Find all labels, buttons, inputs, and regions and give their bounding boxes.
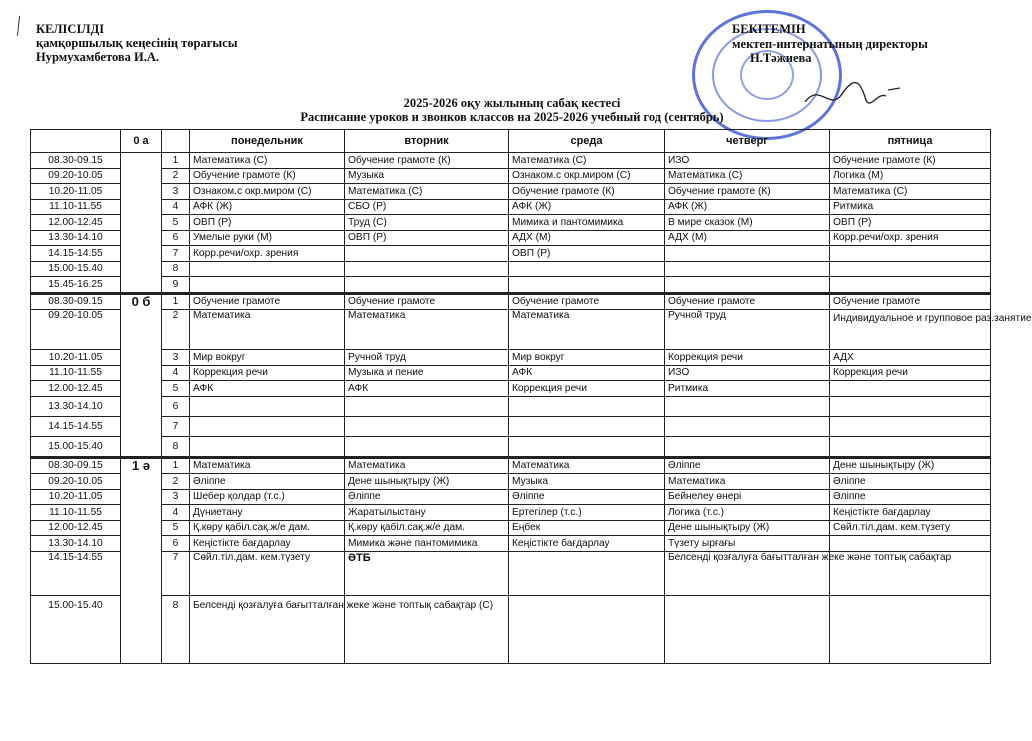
lesson-time: 14.15-14.55 <box>31 551 121 595</box>
lesson-cell <box>830 416 991 436</box>
lesson-cell: Дене шынықтыру (Ж) <box>345 474 509 490</box>
lesson-number: 8 <box>162 595 190 663</box>
lesson-time: 08.30-09.15 <box>31 293 121 310</box>
lesson-cell: Әліппе <box>830 489 991 505</box>
table-row <box>31 365 991 381</box>
lesson-cell: Обучение грамоте (К) <box>345 153 509 169</box>
lesson-cell: АДХ (М) <box>509 230 665 246</box>
lesson-number: 5 <box>162 215 190 231</box>
lesson-cell: Музыка <box>509 474 665 490</box>
lesson-cell: АФК <box>190 381 345 397</box>
table-row <box>31 168 991 184</box>
lesson-cell <box>190 436 345 457</box>
lesson-cell: Әліппе <box>509 489 665 505</box>
lesson-cell <box>830 246 991 262</box>
lesson-cell: Мир вокруг <box>509 350 665 366</box>
lesson-cell: Ертегілер (т.с.) <box>509 505 665 521</box>
lesson-cell <box>345 261 509 277</box>
table-row <box>31 310 991 350</box>
lesson-cell: Музыка и пение <box>345 365 509 381</box>
lesson-cell <box>665 595 830 663</box>
lesson-cell: Ритмика <box>665 381 830 397</box>
lesson-cell: АДХ (М) <box>665 230 830 246</box>
lesson-cell: Умелые руки (М) <box>190 230 345 246</box>
lesson-cell: Индивидуальное и групповое раз.занятие <box>830 310 991 350</box>
lesson-number: 9 <box>162 277 190 294</box>
lesson-number: 5 <box>162 520 190 536</box>
confirm-person: Н.Тәжиева <box>750 51 812 65</box>
lesson-cell <box>345 436 509 457</box>
lesson-cell <box>830 261 991 277</box>
table-row <box>31 215 991 231</box>
lesson-cell: Мимика және пантомимика <box>345 536 509 552</box>
lesson-cell: Математика <box>665 474 830 490</box>
lesson-time: 10.20-11.05 <box>31 184 121 200</box>
lesson-cell: Ознаком.с окр.миром (С) <box>509 168 665 184</box>
header-day-friday: пятница <box>830 130 991 153</box>
lesson-cell: Қ.көру қабіл.сақ.ж/е дам. <box>345 520 509 536</box>
approval-title: КЕЛІСІЛДІ <box>36 22 105 36</box>
lesson-cell: Кеңістікте бағдарлау <box>509 536 665 552</box>
lesson-time: 12.00-12.45 <box>31 520 121 536</box>
lesson-cell <box>509 277 665 294</box>
lesson-time: 09.20-10.05 <box>31 310 121 350</box>
lesson-cell: Әліппе <box>830 474 991 490</box>
lesson-cell <box>345 396 509 416</box>
lesson-time: 11.10-11.55 <box>31 199 121 215</box>
confirm-block <box>732 22 928 65</box>
lesson-cell: Белсенді қозғалуға бағытталған жеке және топтық сабақтар <box>665 551 830 595</box>
table-row <box>31 551 991 595</box>
lesson-time: 12.00-12.45 <box>31 215 121 231</box>
lesson-number: 8 <box>162 436 190 457</box>
lesson-cell <box>509 551 665 595</box>
table-header-row <box>31 130 991 153</box>
confirm-position: мектеп-интернатының директоры <box>732 37 928 51</box>
lesson-cell <box>345 246 509 262</box>
lesson-cell: Шебер қолдар (т.с.) <box>190 489 345 505</box>
lesson-time: 15.00-15.40 <box>31 436 121 457</box>
lesson-cell <box>509 261 665 277</box>
lesson-time: 12.00-12.45 <box>31 381 121 397</box>
lesson-cell: Мимика и пантомимика <box>509 215 665 231</box>
table-row <box>31 277 991 294</box>
lesson-cell <box>830 436 991 457</box>
lesson-number: 4 <box>162 505 190 521</box>
lesson-cell: АДХ <box>830 350 991 366</box>
lesson-cell: Қ.көру қабіл.сақ.ж/е дам. <box>190 520 345 536</box>
lesson-time: 10.20-11.05 <box>31 350 121 366</box>
table-row <box>31 184 991 200</box>
lesson-cell <box>345 277 509 294</box>
lesson-time: 13.30-14.10 <box>31 230 121 246</box>
lesson-time: 15.00-15.40 <box>31 595 121 663</box>
lesson-cell: Коррекция речи <box>509 381 665 397</box>
lesson-time: 14.15-14.55 <box>31 416 121 436</box>
lesson-cell: Обучение грамоте <box>190 293 345 310</box>
lesson-cell <box>345 416 509 436</box>
table-row <box>31 381 991 397</box>
lesson-cell: Ознаком.с окр.миром (С) <box>190 184 345 200</box>
lesson-time: 15.00-15.40 <box>31 261 121 277</box>
table-row <box>31 230 991 246</box>
lesson-cell <box>665 261 830 277</box>
table-row <box>31 457 991 474</box>
table-row <box>31 489 991 505</box>
lesson-cell: ИЗО <box>665 153 830 169</box>
lesson-cell: ИЗО <box>665 365 830 381</box>
lesson-cell: Ручной труд <box>665 310 830 350</box>
lesson-cell <box>509 436 665 457</box>
lesson-number: 7 <box>162 246 190 262</box>
lesson-number: 5 <box>162 381 190 397</box>
lesson-cell <box>509 595 665 663</box>
lesson-cell <box>190 261 345 277</box>
lesson-cell <box>190 396 345 416</box>
lesson-time: 10.20-11.05 <box>31 489 121 505</box>
lesson-cell: Сөйл.тіл.дам. кем.түзету <box>830 520 991 536</box>
header-day-wednesday: среда <box>509 130 665 153</box>
lesson-cell <box>665 246 830 262</box>
table-row <box>31 505 991 521</box>
lesson-cell: АФК (Ж) <box>190 199 345 215</box>
table-row <box>31 520 991 536</box>
lesson-cell: Математика <box>509 310 665 350</box>
lesson-time: 11.10-11.55 <box>31 365 121 381</box>
lesson-number: 2 <box>162 310 190 350</box>
lesson-cell: Обучение грамоте (К) <box>830 153 991 169</box>
lesson-cell <box>190 416 345 436</box>
lesson-number: 4 <box>162 199 190 215</box>
lesson-time: 15.45-16.25 <box>31 277 121 294</box>
table-row <box>31 350 991 366</box>
lesson-cell: Обучение грамоте <box>345 293 509 310</box>
table-row <box>31 293 991 310</box>
table-row <box>31 416 991 436</box>
lesson-cell: Әліппе <box>345 489 509 505</box>
lesson-number: 2 <box>162 474 190 490</box>
lesson-cell <box>830 595 991 663</box>
lesson-cell: Белсенді қозғалуға бағытталған жеке және топтық сабақтар (С) <box>190 595 345 663</box>
lesson-cell: АФК (Ж) <box>665 199 830 215</box>
lesson-cell <box>190 277 345 294</box>
table-row <box>31 153 991 169</box>
lesson-cell: Бейнелеу өнері <box>665 489 830 505</box>
lesson-cell: Әліппе <box>665 457 830 474</box>
lesson-cell <box>665 436 830 457</box>
header-time <box>31 130 121 153</box>
table-row <box>31 246 991 262</box>
class-label <box>121 153 162 294</box>
lesson-cell: Математика <box>190 310 345 350</box>
header-num <box>162 130 190 153</box>
lesson-cell: Математика (С) <box>509 153 665 169</box>
lesson-cell: Сөйл.тіл.дам. кем.түзету <box>190 551 345 595</box>
table-row <box>31 199 991 215</box>
lesson-number: 6 <box>162 396 190 416</box>
lesson-cell <box>509 396 665 416</box>
lesson-cell: Кеңістікте бағдарлау <box>830 505 991 521</box>
schedule-table <box>30 129 1032 664</box>
lesson-cell: Математика (С) <box>665 168 830 184</box>
lesson-cell: Коррекция речи <box>830 365 991 381</box>
lesson-cell: Мир вокруг <box>190 350 345 366</box>
margin-mark <box>17 16 23 36</box>
header-class: 0 а <box>121 130 162 153</box>
table-row <box>31 261 991 277</box>
lesson-cell: ОВП (Р) <box>190 215 345 231</box>
lesson-cell: Коррекция речи <box>665 350 830 366</box>
lesson-cell: АФК <box>345 381 509 397</box>
approval-position: қамқоршылық кеңесінің төрағысы <box>36 36 238 50</box>
table-row <box>31 474 991 490</box>
title-kazakh: 2025-2026 оқу жылының сабақ кестесі <box>403 96 621 110</box>
class-label: 1 ә <box>121 457 162 663</box>
lesson-time: 09.20-10.05 <box>31 168 121 184</box>
lesson-cell: Обучение грамоте (К) <box>509 184 665 200</box>
approval-block <box>36 22 237 64</box>
lesson-number: 6 <box>162 536 190 552</box>
lesson-cell: Математика (С) <box>345 184 509 200</box>
lesson-cell <box>665 416 830 436</box>
lesson-cell: ОВП (Р) <box>345 230 509 246</box>
lesson-cell <box>830 277 991 294</box>
confirm-title: БЕКІТЕМІН <box>732 22 806 36</box>
lesson-cell: Ритмика <box>830 199 991 215</box>
lesson-cell: АФК <box>509 365 665 381</box>
lesson-cell: Еңбек <box>509 520 665 536</box>
header-day-tuesday: вторник <box>345 130 509 153</box>
lesson-time: 14.15-14.55 <box>31 246 121 262</box>
lesson-cell: Обучение грамоте <box>665 293 830 310</box>
table-row <box>31 396 991 416</box>
lesson-cell: Математика <box>345 310 509 350</box>
lesson-cell: Математика <box>345 457 509 474</box>
lesson-cell: Логика (М) <box>830 168 991 184</box>
lesson-time: 13.30-14.10 <box>31 396 121 416</box>
lesson-cell: Обучение грамоте (К) <box>665 184 830 200</box>
lesson-cell: Корр.речи/охр. зрения <box>190 246 345 262</box>
lesson-cell: СБО (Р) <box>345 199 509 215</box>
lesson-cell: Обучение грамоте <box>830 293 991 310</box>
lesson-cell: Музыка <box>345 168 509 184</box>
lesson-cell: Коррекция речи <box>190 365 345 381</box>
lesson-number: 1 <box>162 293 190 310</box>
lesson-cell: Кеңістікте бағдарлау <box>190 536 345 552</box>
lesson-time: 13.30-14.10 <box>31 536 121 552</box>
header-day-thursday: четверг <box>665 130 830 153</box>
lesson-number: 8 <box>162 261 190 277</box>
header-day-monday: понедельник <box>190 130 345 153</box>
class-label: 0 б <box>121 293 162 457</box>
lesson-cell: Математика (С) <box>830 184 991 200</box>
lesson-cell: Математика (С) <box>190 153 345 169</box>
lesson-cell: Дене шынықтыру (Ж) <box>830 457 991 474</box>
table-row <box>31 595 991 663</box>
lesson-number: 1 <box>162 457 190 474</box>
lesson-cell: Труд (С) <box>345 215 509 231</box>
lesson-cell: Математика <box>190 457 345 474</box>
lesson-cell: Логика (т.с.) <box>665 505 830 521</box>
lesson-cell: Математика <box>509 457 665 474</box>
lesson-time: 08.30-09.15 <box>31 153 121 169</box>
lesson-cell <box>509 416 665 436</box>
lesson-cell: Ручной труд <box>345 350 509 366</box>
lesson-cell: Корр.речи/охр. зрения <box>830 230 991 246</box>
lesson-number: 7 <box>162 416 190 436</box>
lesson-cell: В мире сказок (М) <box>665 215 830 231</box>
table-row <box>31 536 991 552</box>
lesson-number: 1 <box>162 153 190 169</box>
lesson-cell: Дүниетану <box>190 505 345 521</box>
lesson-number: 7 <box>162 551 190 595</box>
lesson-number: 2 <box>162 168 190 184</box>
lesson-cell: ӘТБ <box>345 551 509 595</box>
lesson-cell: Әліппе <box>190 474 345 490</box>
lesson-cell <box>830 396 991 416</box>
lesson-time: 08.30-09.15 <box>31 457 121 474</box>
lesson-cell: Дене шынықтыру (Ж) <box>665 520 830 536</box>
lesson-number: 3 <box>162 489 190 505</box>
table-row <box>31 436 991 457</box>
lesson-cell <box>830 536 991 552</box>
lesson-number: 4 <box>162 365 190 381</box>
lesson-number: 6 <box>162 230 190 246</box>
lesson-cell: Түзету ырғағы <box>665 536 830 552</box>
lesson-cell: ОВП (Р) <box>830 215 991 231</box>
lesson-cell: Обучение грамоте (К) <box>190 168 345 184</box>
lesson-time: 09.20-10.05 <box>31 474 121 490</box>
lesson-number: 3 <box>162 350 190 366</box>
approval-person: Нурмухамбетова И.А. <box>36 50 160 64</box>
title-russian: Расписание уроков и звонков классов на 2025-2026 учебный год (сентябрь) <box>300 110 724 124</box>
lesson-cell: Обучение грамоте <box>509 293 665 310</box>
lesson-cell: ОВП (Р) <box>509 246 665 262</box>
lesson-cell <box>665 396 830 416</box>
lesson-cell: АФК (Ж) <box>509 199 665 215</box>
lesson-cell: Жаратылыстану <box>345 505 509 521</box>
lesson-number: 3 <box>162 184 190 200</box>
lesson-time: 11.10-11.55 <box>31 505 121 521</box>
lesson-cell <box>830 381 991 397</box>
lesson-cell <box>665 277 830 294</box>
